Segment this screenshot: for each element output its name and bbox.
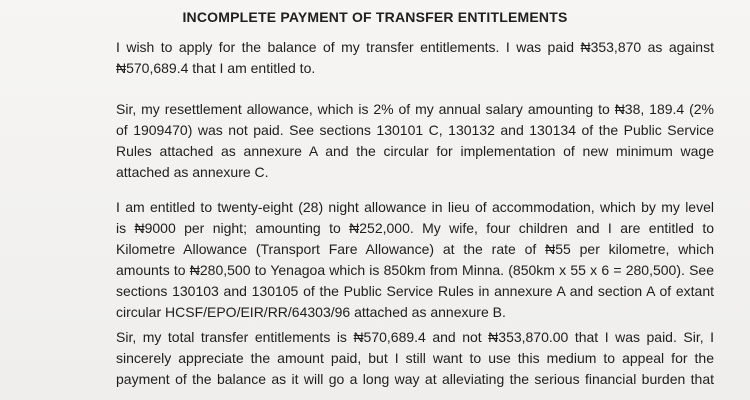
text-line: of 1909470) was not paid. See sections 130101 C, 130132 and 130134 of the Public Service [116, 122, 714, 138]
text-line: Sir, my resettlement allowance, which is 2% of my annual salary amounting to ₦38, 189.4 (2% [116, 101, 714, 117]
text-line: amounts to ₦280,500 to Yenagoa which is 850km from Minna. (850km x 55 x 6 = 280,500). See [116, 262, 714, 278]
text-line: sections 130103 and 130105 of the Public Service Rules in annexure A and section A of extant [116, 283, 714, 299]
paragraph-total-entitlements-appeal [116, 327, 714, 390]
text-line: ₦570,689.4 that I am entitled to. [116, 60, 316, 76]
paragraph-balance-request [116, 37, 714, 79]
text-line: is ₦9000 per night; amounting to ₦252,000. My wife, four children and I are entitled to [116, 220, 714, 236]
text-line: attached as annexure C. [116, 164, 269, 180]
text-line: Sir, my total transfer entitlements is ₦570,689.4 and not ₦353,870.00 that I was paid. Sir, I [116, 329, 714, 345]
paragraph-resettlement-allowance [116, 99, 714, 183]
text-line: payment of the balance as it will go a long way at alleviating the serious financial burden that [116, 371, 714, 387]
text-line: circular HCSF/EPO/EIR/RR/64303/96 attached as annexure B. [116, 304, 506, 320]
text-line: I am entitled to twenty-eight (28) night allowance in lieu of accommodation, which by my level [116, 199, 714, 215]
text-line: Kilometre Allowance (Transport Fare Allowance) at the rate of ₦55 per kilometre, which [116, 241, 714, 257]
document-title: INCOMPLETE PAYMENT OF TRANSFER ENTITLEMENTS [182, 9, 568, 25]
text-line: Rules attached as annexure A and the circular for implementation of new minimum wage [116, 143, 714, 159]
text-line: I wish to apply for the balance of my transfer entitlements. I was paid ₦353,870 as against [116, 39, 714, 55]
paragraph-night-and-kilometre-allowance [116, 197, 714, 323]
text-line: sincerely appreciate the amount paid, but I still want to use this medium to appeal for the [116, 350, 714, 366]
